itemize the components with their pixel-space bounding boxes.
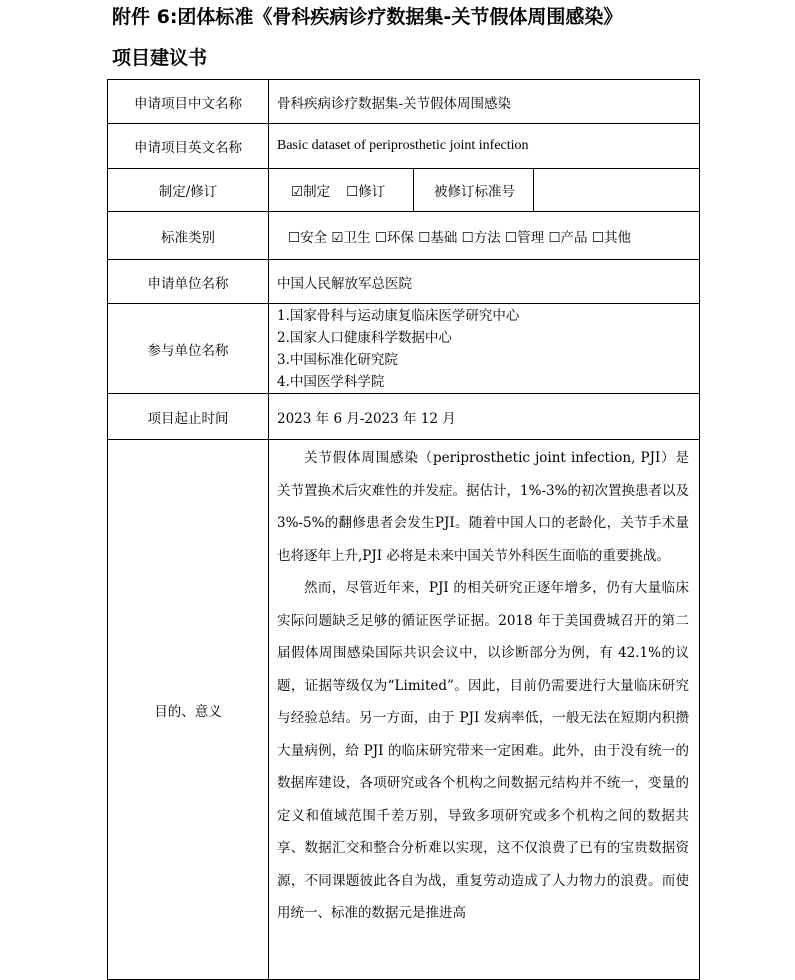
make-label: 制定: [303, 184, 331, 200]
table-row: [108, 124, 700, 169]
category-option-label: 管理: [517, 229, 545, 246]
purpose-paragraph: 然而，尽管近年来，PJI 的相关研究正逐年增多，仍有大量临床实际问题缺乏足够的循证医学证据。2018 年于美国费城召开的第二届假体周围感染国际共识会议中，以诊断部分为例，有 42.1%的议题，证据等级仅为“Limited”。因此，目前仍需要进行大量临床研究与经验总结。另一方面，由于 PJI 发病率低，一般无法在短期内积攒大量病例，给 PJI 的临床研究带来一定困难。此外，由于没有统一的数据库建设，各项研究或各个机构之间数据元结构并不统一，变量的定义和值域范围千差万别，导致多项研究或多个机构之间的数据共享、数据汇交和整合分析难以实现，这不仅浪费了已有的宝贵数据资源，不同课题彼此各自为战，重复劳动造成了人力物力的浪费。而使用统一、标准的数据元是推进高: [277, 580, 689, 921]
category-option[interactable]: [331, 230, 370, 246]
document-title: 附件 6:团体标准《骨科疾病诊疗数据集-关节假体周围感染》: [112, 6, 623, 28]
category-checkbox[interactable]: ☐: [461, 229, 474, 246]
category-label: 标准类别: [108, 212, 269, 260]
category-checkbox[interactable]: ☐: [505, 229, 518, 246]
participants-list: [269, 304, 700, 394]
en-name-label: 申请项目英文名称: [108, 124, 269, 169]
category-checkbox[interactable]: ☐: [548, 229, 561, 246]
category-option-label: 基础: [430, 229, 458, 246]
table-row: [108, 304, 700, 394]
type-cell: [269, 169, 700, 212]
period-value: 2023 年 6 月-2023 年 12 月: [269, 394, 700, 440]
type-options: [269, 169, 414, 211]
table-row: [108, 169, 700, 212]
make-option[interactable]: [291, 180, 330, 200]
purpose-content: [269, 440, 700, 980]
participants-label: 参与单位名称: [108, 304, 269, 394]
category-option[interactable]: [288, 230, 327, 246]
type-label: 制定/修订: [108, 169, 269, 212]
category-option[interactable]: [592, 230, 631, 246]
revised-no-value[interactable]: [534, 169, 699, 211]
revise-label: 修订: [358, 184, 386, 200]
category-option-label: 方法: [473, 229, 501, 246]
make-checkbox[interactable]: ☑: [291, 184, 304, 200]
category-options: [269, 212, 700, 260]
cn-name-value: 骨科疾病诊疗数据集-关节假体周围感染: [269, 80, 700, 124]
participant-item: 1.国家骨科与运动康复临床医学研究中心: [277, 307, 520, 324]
category-option[interactable]: [418, 230, 457, 246]
table-row: [108, 212, 700, 260]
participant-item: 2.国家人口健康科学数据中心: [277, 329, 452, 346]
revise-option[interactable]: [346, 180, 385, 200]
category-checkbox[interactable]: ☐: [374, 229, 387, 246]
purpose-paragraph: 关节假体周围感染（periprosthetic joint infection, PJI）是关节置换术后灾难性的并发症。据估计，1%-3%的初次置换患者以及3%-5%的翻修患者会发生PJI。随着中国人口的老龄化，关节手术量也将逐年上升,PJI 必将是未来中国关节外科医生面临的重要挑战。: [277, 450, 689, 564]
document-subtitle: 项目建议书: [112, 47, 208, 69]
category-option[interactable]: [462, 230, 501, 246]
category-checkbox[interactable]: ☑: [331, 229, 344, 246]
category-option[interactable]: [548, 230, 587, 246]
category-option-label: 产品: [560, 229, 588, 246]
revise-checkbox[interactable]: ☐: [346, 184, 359, 200]
proposal-table: [107, 79, 700, 980]
category-option-label: 环保: [386, 229, 414, 246]
category-option[interactable]: [375, 230, 414, 246]
table-row: [108, 260, 700, 304]
category-checkbox[interactable]: ☐: [418, 229, 431, 246]
category-checkbox[interactable]: ☐: [591, 229, 604, 246]
category-option-label: 其他: [603, 229, 631, 246]
revised-no-label: 被修订标准号: [414, 169, 534, 211]
participant-item: 4.中国医学科学院: [277, 373, 385, 390]
cn-name-label: 申请项目中文名称: [108, 80, 269, 124]
category-option-label: 安全: [300, 229, 328, 246]
table-row: [108, 394, 700, 440]
applicant-value: 中国人民解放军总医院: [269, 260, 700, 304]
table-row: [108, 440, 700, 980]
purpose-label: 目的、意义: [108, 440, 269, 980]
applicant-label: 申请单位名称: [108, 260, 269, 304]
en-name-value: Basic dataset of periprosthetic joint infection: [269, 124, 700, 169]
category-option-label: 卫生: [343, 229, 371, 246]
category-checkbox[interactable]: ☐: [288, 229, 301, 246]
category-option[interactable]: [505, 230, 544, 246]
table-row: [108, 80, 700, 124]
period-label: 项目起止时间: [108, 394, 269, 440]
participant-item: 3.中国标准化研究院: [277, 351, 398, 368]
